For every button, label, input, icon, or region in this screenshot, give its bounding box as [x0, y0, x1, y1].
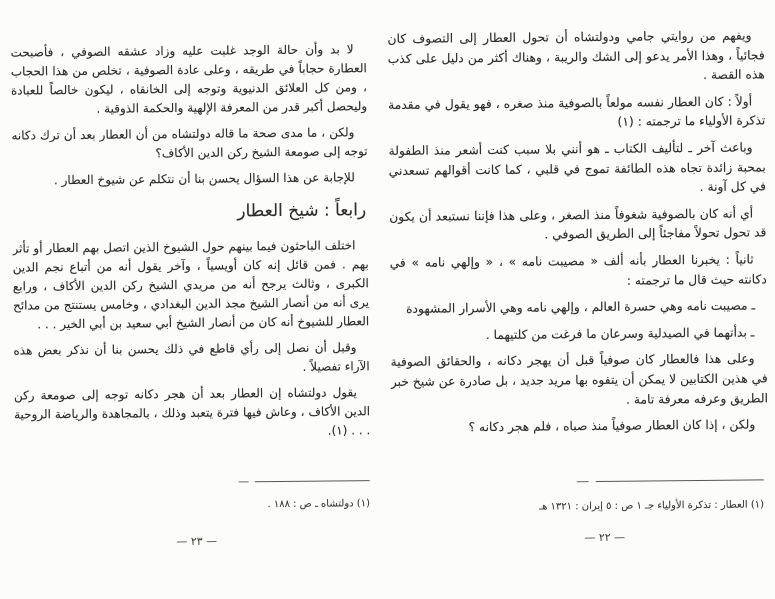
paragraph: ولكن ، إذا كان العطار صوفياً منذ صباه ، فلم هجر دكانه ؟	[468, 417, 756, 435]
footnote-rule	[596, 479, 764, 482]
footnote-rule-dash	[239, 481, 249, 482]
footnote: (١) العطار : تذكرة الأولياء جـ ١ ص : ٥ إيران : ١٣٢١ هـ	[539, 499, 765, 513]
page-number: — ٢٢ —	[584, 530, 626, 545]
quoted-verse: ـ بدأتهما في الصيدلية وسرعان ما فرغت من كلتيهما .	[485, 325, 755, 342]
quoted-verse: ـ مصيبت نامه وهي حسرة العالم ، وإلهي نامه وهي الأسرار المشهودة	[406, 298, 756, 316]
footnote-rule	[255, 480, 370, 482]
footnote-rule-dash	[577, 481, 589, 482]
paragraph: يقول دولتشاه إن العطار بعد أن هجر دكانه توجه إلى صومعة ركن الدين الأكاف ، وعاش فيها فترة يتعبد وذلك ، بالمجاهدة والرياضة الروحية . . . (١).	[13, 385, 371, 438]
section-heading: رابعاً : شيخ العطار	[237, 200, 367, 222]
page-number: — ٢٣ —	[176, 534, 218, 549]
paragraph: ولكن ، ما مدى صحة ما قاله دولتشاه من أن العطار بعد أن ترك دكانه توجه إلى صومعة الشيخ ركن الدين الأكاف؟	[11, 125, 368, 161]
right-page	[387, 26, 768, 482]
footnote: (١) دولتشاه ـ ص : ١٨٨ .	[267, 498, 371, 511]
paragraph: وباعث آخر ـ لتأليف الكتاب ـ هو أنني بلا سبب كنت أشعر منذ الطفولة بمحبة زائدة تجاه هذه الطائفة تموج في قلبي ، كما كانت أقوالهم تسعدني في كل آونة .	[388, 140, 767, 195]
paragraph: لا بد وأن حالة الوجد غلبت عليه وزاد عشقه الصوفي ، فأصبحت العطارة حجاباً في طريقه ، وعلى عادة الصوفية ، تخلص من هذا الحجاب ، ومن كل العلائق الدنيوية وتوجه إلى الخانقاه ، ليكون خالصاً للعبادة وليحصل أكبر قدر من المعرفة الإلهية والحكمة الذوقية .	[10, 42, 368, 116]
paragraph: ثانياً : يخبرنا العطار بأنه ألف « مصيبت نامه » ، « وإلهي نامه » في دكانته حيث قال ما ترجمته :	[389, 252, 767, 288]
paragraph: للإجابة عن هذا السؤال يحسن بنا أن نتكلم عن شيوخ العطار .	[53, 170, 355, 188]
left-page	[11, 40, 371, 481]
paragraph: أي أنه كان بالصوفية شغوفاً منذ الصغر ، وعلى هذا فإننا نستبعد أن يكون قد تحول تحولاً مفاجئاً إلى الطريق الصوفي .	[389, 206, 767, 242]
paragraph: وقبل أن نصل إلى رأي قاطع في ذلك يحسن بنا أن نذكر بعض هذه الآراء تفصيلاً .	[13, 340, 370, 374]
paragraph: وعلى هذا فالعطار كان صوفياً قبل أن يهجر دكانه ، والحقائق الصوفية في هذين الكتابين لا يمكن أن يتفوه بها مريد جديد ، بل صادرة عن شيخ خبر الطريق وعرفه معرفة تامة .	[390, 351, 769, 407]
paragraph: أولاً : كان العطار نفسه مولعاً بالصوفية منذ صغره ، فهو يقول في مقدمة تذكرة الأولياء ما ترجمته : (١)	[388, 94, 766, 130]
paragraph: اختلف الباحثون فيما بينهم حول الشيوخ الذين اتصل بهم العطار أو تأثر بهم . فمن قائل إنه كان أويسياً ، وآخر يقول أنه من أتباع نجم الدين الكبرى ، وثالث يرجح أنه من مريدي الشيخ ركن الدين الأكاف ، ورابع يرى أنه من أنصار الشيخ مجد الدين البغدادي ، وخامس يستنتج من مدائح العطار للشيوخ أنه كان من أنصار الشيخ أبي سعيد بن أبي الخير . . .	[12, 238, 370, 332]
paragraph: ويفهم من روايتي جامي ودولتشاه أن تحول العطار إلى التصوف كان فجائياً ، وهذا الأمر يدعو إلى الشك والريبة ، وهناك أكثر من دليل على كذب هذه القصة .	[387, 28, 765, 83]
